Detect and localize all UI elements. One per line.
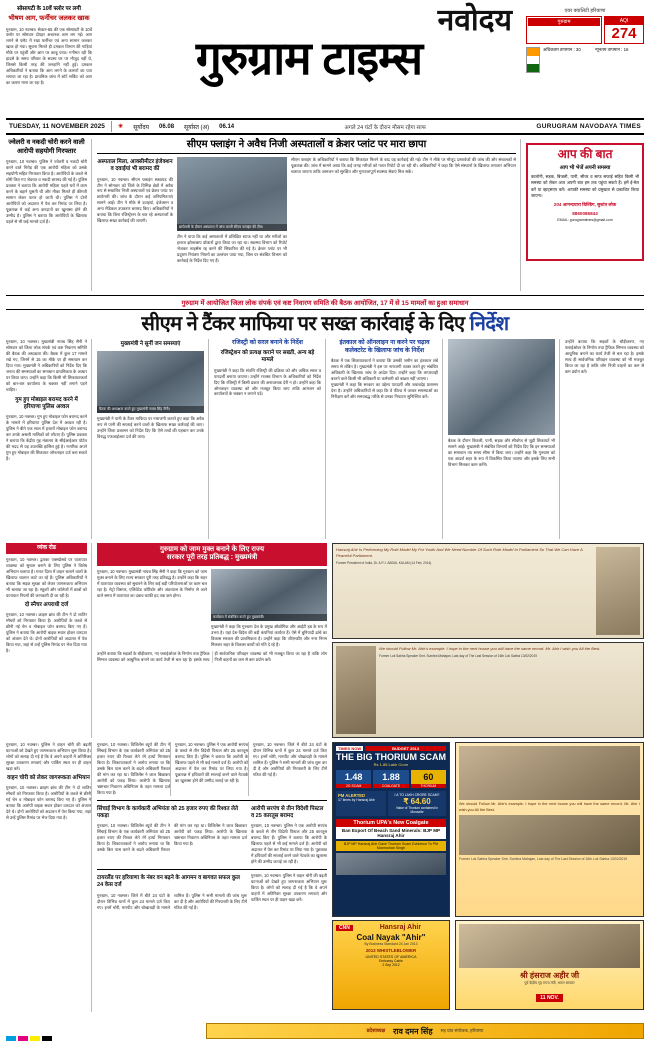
cm-col3-subhead: रजिस्ट्रेशन को प्रत्यक्ष कराने पर सख्ती, अन्य बड़े मामले: [220, 350, 315, 364]
ad-profile-role: पूर्व केंद्रीय गृह राज्य मंत्री, भारत सरकार: [524, 981, 575, 985]
top-left-body: गुरुग्राम, 10 नवम्बर। पुलिस ने ज्वेलरी व नकदी चोरी करने वाले गिरोह की एक आरोपी महिला को उसके सहयोगी सहित गिरफ्तार किया है। आरोपियों के कब्जे से चोरी किए गए जेवरात व नकदी बरामद की गई है। पुलिस प्रवक्ता ने बताया कि आरोपी महिला पहले घरों में काम करने के बहाने घुसती थी और मौका मिलते ही कीमती सामान लेकर फरार हो जाती थी। पुलिस ने दोनों आरोपियों को अदालत में पेश कर रिमांड पर लिया है। पूछताछ में कई अन्य वारदातों का खुलासा होने की उम्मीद है। पुलिस ने बताया कि आरोपियों के खिलाफ पहले से भी कई मामले दर्ज हैं।: [6, 159, 87, 224]
ad-hansraj-quote-2[interactable]: [332, 642, 644, 738]
left-rail-head-2: गुम हुए मोबाइल बरामद करने में हरियाणा पुलिस अव्वल: [15, 396, 78, 410]
cm-col-2: [97, 339, 209, 539]
pm-alert-title: PM ALERTED: [338, 793, 366, 799]
footer-kicker: प्रदेशाध्यक्ष: [366, 1028, 386, 1034]
sunrise-label: सूर्योदय: [133, 124, 150, 131]
date-bar: [6, 118, 644, 135]
bottom-left-head: वाहन चोरी को लेकर जागरूकता अभियान: [7, 774, 90, 781]
thorium-banner-1: Thorium UPA's New Coalgate: [336, 819, 446, 827]
color-swatch-magenta: [18, 1036, 28, 1041]
side-story-kicker: सोसायटी के 10वें फ्लोर पर लगी: [17, 6, 81, 12]
ad-coal-nayak[interactable]: [332, 920, 450, 1010]
cm-col-3: [214, 339, 326, 539]
coal-nayak-hindi: Hansraj Ahir: [379, 924, 422, 931]
cm-col5-body: बैठक के दौरान बिजली, पानी, सड़क और सीवरेज से जुड़ी शिकायतें भी सामने आईं। मुख्यमंत्री ने संबंधित विभागों को निर्देश दिए कि इन समस्याओं का समाधान तय समय सीमा में किया जाए। उन्होंने कहा कि गुरुग्राम को एक आदर्श शहर के रूप में विकसित किया जाएगा और इसके लिए सभी विभाग मिलकर काम करेंगे।: [448, 438, 555, 467]
aqi-value-box: [604, 16, 644, 44]
pm-alert-sub: 17 times by Hansraj Ahir: [338, 798, 375, 803]
masthead-title-block: [96, 4, 522, 82]
jam-left-body: गुरुग्राम, 10 नवम्बर। द्वारका एक्सप्रेसवे पर यातायात व्यवस्था को सुचारु बनाने के लिए पुलिस ने विशेष अभियान चलाया है। गलत दिशा में वाहन चलाने वालों के खिलाफ चालान काटे जा रहे हैं। पुलिस अधिकारियों ने बताया कि सड़क सुरक्षा को लेकर जागरूकता अभियान भी चलाया जा रहा है। स्कूलों और कॉलेजों में छात्रों को यातायात नियमों की जानकारी दी जा रही है।: [6, 557, 87, 598]
bottom-news-col-2: [175, 742, 249, 796]
cm-meeting-photo-caption: बैठक की अध्यक्षता करते हुए मुख्यमंत्री नायब सिंह सैनी।: [97, 406, 204, 413]
thorium-ad-photo: [336, 853, 446, 875]
badge-vyank-road: व्यंक रोड: [6, 543, 87, 554]
cm-left-lead: गुरुग्राम, 10 नवम्बर। मुख्यमंत्री नायब सिंह सैनी ने सोमवार को जिला लोक संपर्क एवं कष्ट निवारण समिति की बैठक की अध्यक्षता की। बैठक में कुल 17 मामले रखे गए, जिनमें से 15 का मौके पर ही समाधान कर दिया गया। मुख्यमंत्री ने अधिकारियों को निर्देश दिए कि जनता की समस्याओं का समाधान प्राथमिकता के आधार पर किया जाए। उन्होंने कहा कि किसी भी शिकायतकर्ता को बार-बार कार्यालय के चक्कर नहीं लगाने पड़ने चाहिए।: [6, 339, 87, 392]
jam-section: [6, 543, 644, 738]
aqi-value: 274: [611, 25, 637, 42]
bottom-news-col-3: [253, 742, 327, 796]
scam-label-1: 2G SCAM: [336, 784, 371, 788]
masthead-title: गुरुग्राम टाइम्स: [195, 32, 423, 84]
jam-col-1: [97, 569, 207, 648]
aapki-baat-text: कालोनी, सड़क, बिजली, पानी, सीवर व साफ सफाई सहित किसी भी समस्या को लेकर आप अपनी बात हम तक पहुंचा सकते हैं। हमें ई-मेल करें या व्हाट्सएप करें। आपकी समस्या को प्रमुखता से प्रकाशित किया जाएगा।: [531, 174, 639, 199]
ad-kalam-photo: [596, 547, 640, 635]
cm-col2-body: मुख्यमंत्री ने पानी के टैंकर माफिया पर नाराजगी जताते हुए कहा कि अवैध रूप से पानी की सप्लाई करने वालों के खिलाफ सख्त कार्रवाई की जाए। उन्होंने जिला प्रशासन को निर्देश दिए कि ऐसे तत्वों की पहचान कर उनके विरुद्ध एफआईआर दर्ज की जाए।: [97, 416, 204, 440]
aapki-baat-subtitle: आप भी भेजें अपनी समस्या: [559, 165, 611, 172]
bottom-news-body-4: गुरुग्राम, 10 नवम्बर। पुलिस ने वाहन चोरी की बढ़ती घटनाओं को देखते हुए जागरूकता अभियान शुरू किया है। लोगों को सलाह दी गई है कि वे अपने वाहनों में अतिरिक्त सुरक्षा उपकरण लगवाएं और पार्किंग स्थल पर ही वाहन खड़ा करें।: [251, 873, 327, 902]
cm-col4-head: इंतकाल को ऑनलाइन ना करने पर चढ़ाव कलेक्टरेट के खिलाफ जांच के निर्देश: [339, 339, 430, 355]
temp-max: अधिकतम तापमान : 30: [543, 47, 581, 52]
bottom-news-cols: [97, 742, 327, 1012]
ad-quote-text: Hansraj Ahir Is Performing My Role Model My For Youth And We Need Number Of Such Role Model In Parliament So That We Can Have A Peaceful Parliament.: [336, 547, 583, 558]
aapki-baat-email: EMAIL: gurugramtimes@gmail.com: [557, 218, 613, 223]
ad-stack: [332, 543, 644, 738]
color-swatch-black: [42, 1036, 52, 1041]
whistleblower-award: 2013 WHISTLEBLOWER: [365, 948, 417, 953]
aqi-region-label: एयर क्वालिटी हरियाणा: [564, 8, 606, 14]
flag-icon: [526, 47, 540, 73]
cm-meeting-photo: [97, 351, 204, 413]
thorium-ticker: Rs 1.86 Lakh Crore: [373, 762, 409, 768]
budget-label: BUDGET 2013: [365, 746, 446, 751]
cm-col2-head: मुख्यमंत्री ने सुनीं जन समस्याएं: [120, 341, 181, 347]
bottom-news-head-2: आरोपी सरपंच से तीन विदेशी पिस्टल व 25 कारतूस बरामद: [251, 805, 324, 819]
ad-speaker-photo: [336, 646, 376, 734]
aqi-city-label: गुरुग्राम: [528, 18, 600, 26]
ad-right-photo-2: [459, 815, 640, 855]
cm-col4-body: बैठक में एक शिकायतकर्ता ने बताया कि उसकी जमीन का इंतकाल लंबे समय से लंबित है। मुख्यमंत्री ने इस पर नाराजगी व्यक्त करते हुए संबंधित अधिकारी के खिलाफ जांच के आदेश दिए। उन्होंने कहा कि लापरवाही बरतने वाले किसी भी अधिकारी या कर्मचारी को बख्शा नहीं जाएगा।: [331, 358, 438, 382]
divider: [111, 121, 112, 132]
jam-left-body-2: गुरुग्राम, 10 नवम्बर। क्राइम ब्रांच की टीम ने दो शातिर स्नैचरों को गिरफ्तार किया है। आरोपियों के कब्जे से छीनी गई चेन व मोबाइल फोन बरामद किए गए हैं। पुलिस ने बताया कि आरोपी बाइक सवार होकर वारदात को अंजाम देते थे। दोनों आरोपियों को अदालत में पेश किया गया, जहां से उन्हें पुलिस रिमांड पर भेज दिया गया है।: [6, 612, 87, 654]
bottom-news-body-3: गुरुग्राम, 10 नवम्बर। जिले में बीते 24 घंटों के दौरान विभिन्न थानों में कुल 24 मामले दर्ज किए गए। इनमें चोरी, मारपीट और धोखाधड़ी के मामले शामिल हैं। पुलिस ने सभी मामलों की जांच शुरू कर दी है और आरोपियों की गिरफ्तारी के लिए टीमें गठित की गई हैं।: [97, 892, 247, 910]
cm-col4-body-2: मुख्यमंत्री ने कहा कि सरकार का उद्देश्य पारदर्शी और जवाबदेह प्रशासन देना है। उन्होंने अधिकारियों से कहा कि वे फील्ड में जाकर समस्याओं का निरीक्षण करें और समयबद्ध तरीके से उनका निपटारा सुनिश्चित करें।: [331, 382, 438, 399]
masthead-side-story: [6, 4, 92, 86]
bottom-news-item-2: [251, 804, 327, 865]
color-registration-bar: [6, 1036, 52, 1041]
footer-ad-strip[interactable]: [206, 1023, 644, 1039]
thorium-banner-2: Ban Export Of Beach Sand Minerals: BJP MP Hansraj Ahir: [336, 827, 446, 839]
masthead-weather-block: [526, 4, 644, 73]
ad-right-text: We should Follow Mr. Ahir's example. I hope in the next house you will have the same record. Mr. Ahir I wish you All the Best.: [459, 802, 640, 812]
jam-col-2: [211, 569, 327, 648]
issue-date: TUESDAY, 11 NOVEMBER 2025: [9, 123, 105, 130]
ad-hansraj-quote[interactable]: [332, 543, 644, 639]
jam-left-rail: [6, 543, 92, 738]
aapki-baat-phone: 8860086844: [572, 211, 598, 217]
ad-right-attrib: Former Lok Sabha Speaker Smt. Sumitra Mahajan, Last day of The Last Session of 16th Lok Sabha 13/02/2019: [459, 857, 628, 861]
top-center-col1: [97, 157, 173, 264]
jam-body-3: उन्होंने बताया कि सड़कों के चौड़ीकरण, नए फ्लाईओवर के निर्माण तथा ट्रैफिक सिग्नल व्यवस्था को आधुनिक बनाने का कार्य तेजी से चल रहा है। इसके साथ ही सार्वजनिक परिवहन व्यवस्था को भी मजबूत किया जा रहा है ताकि लोग निजी वाहनों का कम से कम प्रयोग करें।: [97, 650, 327, 662]
cm-main-grid: [6, 339, 644, 539]
aqi-city: [526, 16, 602, 44]
cm-col-6: [565, 339, 644, 539]
jam-left-head-2: दो स्नैचर अपराधी दर्ज: [24, 601, 69, 608]
bottom-news-head-3: टायरलैंड पर हरियाणा के नंबर वन बढ़ने के आगमन व बागवत सफल कुल 24 केस दर्ज: [97, 875, 240, 889]
ad-right-column[interactable]: [455, 742, 644, 1012]
bottom-news-body-2: गुरुग्राम, 10 नवम्बर। पुलिस ने एक आरोपी सरपंच के कब्जे से तीन विदेशी पिस्टल और 25 कारतूस बरामद किए हैं। पुलिस ने बताया कि आरोपी के खिलाफ पहले से भी कई मामले दर्ज हैं। आरोपी को अदालत में पेश कर रिमांड पर लिया गया है। पूछताछ में हथियारों की सप्लाई करने वाले नेटवर्क का खुलासा होने की उम्मीद जताई जा रही है।: [251, 823, 327, 865]
cm-mega-headline-part2: निर्देश: [469, 313, 509, 335]
scam-value-3: 60: [411, 770, 446, 784]
thorium-footer: BJP MP Hansraj Ahir Gave Thorium Scam Evidence To PM Manmohan Singh: [336, 841, 446, 851]
bottom-news-item-4: [251, 873, 327, 910]
top-left-headline: ज्वेलरी व नकदी चोरी करने वाली आरोपी सहयोगी गिरफ्तार: [8, 139, 85, 155]
top-center-body2: टीम ने पाया कि कई अस्पतालों में प्रशिक्षित स्टाफ नहीं था और मरीजों का इलाज झोलाछाप डॉक्टरों द्वारा किया जा रहा था। स्वास्थ्य विभाग को रिपोर्ट भेजकर लाइसेंस रद्द करने की सिफारिश की गई है। क्रेशर प्लांट पर भी प्रदूषण नियंत्रण नियमों का उल्लंघन पाया गया, जिस पर संबंधित विभाग को कार्रवाई के निर्देश दिए गए हैं।: [177, 234, 287, 263]
jam-main: [97, 543, 327, 738]
color-swatch-cyan: [6, 1036, 16, 1041]
color-swatch-yellow: [30, 1036, 40, 1041]
us-embassy-date: 2 Sep 2012: [382, 963, 400, 967]
sunrise-icon: ☀: [117, 124, 124, 130]
sunset-time: 06.14: [219, 123, 235, 130]
ad-quote-attrib: Former President of India, Dr. A.P.J. ABDUL KALAM (14 Feb, 2014): [336, 560, 432, 565]
bottom-left-body-2: गुरुग्राम, 10 नवम्बर। क्राइम ब्रांच की टीम ने दो शातिर स्नैचरों को गिरफ्तार किया है। आरोपियों के कब्जे से छीनी गई चेन व मोबाइल फोन बरामद किए गए हैं। पुलिस ने बताया कि आरोपी बाइक सवार होकर वारदात को अंजाम देते थे। दोनों आरोपियों को अदालत में पेश किया गया, जहां से उन्हें पुलिस रिमांड पर भेज दिया गया है।: [6, 785, 91, 820]
temp-min: न्यूनतम तापमान : 16: [595, 47, 629, 52]
us-embassy-cable: Embassy Cable: [379, 959, 403, 963]
cm-strip: [6, 295, 644, 310]
bottom-area: [6, 742, 644, 1012]
edition-name: GURUGRAM NAVODAYA TIMES: [536, 123, 641, 130]
bottom-news-body-0b: गुरुग्राम, 10 नवम्बर। पुलिस ने एक आरोपी सरपंच के कब्जे से तीन विदेशी पिस्टल और 25 कारतूस बरामद किए हैं। पुलिस ने बताया कि आरोपी के खिलाफ पहले से भी कई मामले दर्ज हैं। आरोपी को अदालत में पेश कर रिमांड पर लिया गया है। पूछताछ में हथियारों की सप्लाई करने वाले नेटवर्क का खुलासा होने की उम्मीद जताई जा रही है।: [175, 742, 248, 783]
masthead: [6, 4, 644, 116]
coal-nayak-byline: By Business Standard 24 Jan 2013: [364, 942, 418, 946]
bottom-left-body: गुरुग्राम, 10 नवम्बर। पुलिस ने वाहन चोरी की बढ़ती घटनाओं को देखते हुए जागरूकता अभियान शुरू किया है। लोगों को सलाह दी गई है कि वे अपने वाहनों में अतिरिक्त सुरक्षा उपकरण लगवाएं और पार्किंग स्थल पर ही वाहन खड़ा करें।: [6, 742, 91, 771]
jam-body-1: गुरुग्राम, 10 नवम्बर। मुख्यमंत्री नायब सिंह सैनी ने कहा कि गुरुग्राम को जाम मुक्त बनाने के लिए राज्य सरकार पूरी तरह प्रतिबद्ध है। उन्होंने कहा कि शहर में यातायात व्यवस्था को सुधारने के लिए कई बड़ी परियोजनाओं पर काम चल रहा है। मेट्रो विस्तार, एलिवेटेड कॉरिडोर और अंडरपास के निर्माण से आने वाले समय में यातायात का दबाव काफी हद तक कम होगा।: [97, 568, 207, 598]
jam-redbar-line2: सरकार पूरी तरह प्रतिबद्ध : मुख्यमंत्री: [166, 554, 258, 562]
top-center-headline: सीएम फ्लाइंग ने अवैध निजी अस्पतालों व क्रेशर प्लांट पर मारा छापा: [97, 139, 516, 154]
jam-redbar: [97, 543, 327, 566]
bottom-news-item-1: [97, 804, 247, 865]
top-center-photo-col: [177, 157, 287, 264]
weather-forecast-text: अगले 24 घंटों के दौरान मौसम रहेगा साफ: [344, 124, 426, 131]
top-center-body1: गुरुग्राम, 10 नवम्बर। सीएम फ्लाइंग स्क्वायड की टीम ने सोमवार को जिले के विभिन्न क्षेत्रों में अवैध रूप से संचालित निजी अस्पतालों एवं क्रेशर प्लांट पर छापेमारी की। जांच के दौरान कई अनियमितताएं सामने आईं। टीम ने मौके से दवाइयां, इंजेक्शन व अन्य मेडिकल उपकरण बरामद किए। अधिकारियों ने बताया कि बिना रजिस्ट्रेशन के चल रहे अस्पतालों के खिलाफ सख्त कार्रवाई की जाएगी।: [97, 176, 173, 224]
aapki-baat-box: [526, 139, 644, 291]
ad-profile-photo: [459, 924, 640, 968]
top-center-subhead: अस्पताल मिला, आक्सीमीटर इंजेक्शन व दवाईयां भी बरामद कीं: [97, 159, 173, 173]
scam-value-1: 1.48: [336, 770, 371, 784]
thorium-amount: ₹ 64.60: [403, 797, 431, 807]
left-rail-body-2: गुरुग्राम, 10 नवम्बर। गुम हुए मोबाइल फोन बरामद करने के मामले में हरियाणा पुलिस देश में अव्वल रही है। पुलिस ने बीते एक साल में हजारों मोबाइल फोन बरामद कर उनके असली मालिकों को लौटाए हैं। पुलिस प्रवक्ता ने बताया कि केंद्रीय गृह मंत्रालय के सीईआईआर पोर्टल की मदद से यह उपलब्धि हासिल हुई है। नागरिक अपने गुम हुए मोबाइल की शिकायत ऑनलाइन दर्ज करा सकते हैं।: [6, 414, 87, 462]
aapki-baat-contact: 204 आनन्दधारा बिल्डिंग, सुशांत लोक: [553, 202, 617, 208]
cm-col3-body: मुख्यमंत्री ने कहा कि संपत्ति रजिस्ट्री की प्रक्रिया को और अधिक सरल व पारदर्शी बनाया जाएगा। उन्होंने राजस्व विभाग के अधिकारियों को निर्देश दिए कि रजिस्ट्री में किसी प्रकार की अनावश्यक देरी न हो। उन्होंने कहा कि ऑनलाइन व्यवस्था को और मजबूत किया जाए ताकि आमजन को कार्यालयों के चक्कर न लगाने पड़ें।: [214, 367, 321, 397]
thorium-scam-title: THE BIG THORIUM SCAM: [336, 752, 446, 762]
ad-quote2-text: We should Follow Mr. Ahir's example. I hope in the next house you will have the same record. Mr. Ahir I wish you All the Best.: [379, 646, 601, 651]
bottom-news-body-1: गुरुग्राम, 10 नवम्बर। विजिलेंस ब्यूरो की टीम ने सिंचाई विभाग के एक कार्यकारी अभियंता को 25 हजार रुपए की रिश्वत लेते रंगे हाथों गिरफ्तार किया है। शिकायतकर्ता ने आरोप लगाया था कि उसके बिल पास करने के बदले अधिकारी रिश्वत की मांग कर रहा था। विजिलेंस ने जाल बिछाकर आरोपी को पकड़ लिया। आरोपी के खिलाफ भ्रष्टाचार निवारण अधिनियम के तहत मामला दर्ज किया गया है।: [97, 823, 247, 853]
jam-photo-caption: कार्यक्रम में संबोधित करते हुए मुख्यमंत्री।: [211, 614, 327, 621]
left-rail-col: [6, 339, 92, 539]
bottom-news-body-0: गुरुग्राम, 10 नवम्बर। विजिलेंस ब्यूरो की टीम ने सिंचाई विभाग के एक कार्यकारी अभियंता को 25 हजार रुपए की रिश्वत लेते रंगे हाथों गिरफ्तार किया है। शिकायतकर्ता ने आरोप लगाया था कि उसके बिल पास करने के बदले अधिकारी रिश्वत की मांग कर रहा था। विजिलेंस ने जाल बिछाकर आरोपी को पकड़ लिया। आरोपी के खिलाफ भ्रष्टाचार निवारण अधिनियम के तहत मामला दर्ज किया गया है।: [97, 742, 170, 795]
ad-right-photo: [459, 746, 640, 800]
ad-hansraj-profile[interactable]: [455, 920, 644, 1010]
scam-label-3: THORIUM: [411, 784, 446, 788]
bottom-news-item-3: [97, 873, 247, 910]
side-story-headline: भीषण आग, फर्नीचर जलकर खाक: [8, 15, 90, 23]
top-center-col3: [291, 157, 516, 264]
ad-thorium[interactable]: [332, 742, 450, 1012]
cm-col-5: [448, 339, 560, 539]
bottom-news-lower: [97, 800, 327, 911]
thorium-question: I A TO LAKH CRORE SCAM?: [394, 793, 440, 798]
top-center-body3: सीएम फ्लाइंग के अधिकारियों ने बताया कि शिकायत मिलने के बाद यह कार्रवाई की गई। टीम ने मौके पर मौजूद दस्तावेजों की जांच की और संचालकों से पूछताछ की। जांच में सामने आया कि कई जगह मरीजों को गलत रिपोर्ट दी जा रही थी। अधिकारियों ने कहा कि ऐसे संस्थानों के खिलाफ लगातार अभियान चलाया जाएगा ताकि आमजन को सुरक्षित और गुणवत्तापूर्ण स्वास्थ्य सेवाएं मिल सकें।: [291, 157, 516, 174]
sunrise-time: 06.08: [159, 123, 175, 130]
cm-modi-photo: [448, 339, 555, 435]
side-story-body: गुरुग्राम, 10 नवम्बर। सेक्टर-65 की एक सोसायटी के 10वें फ्लोर पर सोमवार दोपहर अचानक आग लग गई। आग लगने से फ्लैट में रखा फर्नीचर एवं अन्य सामान जलकर खाक हो गया। सूचना मिलते ही दमकल विभाग की गाड़ियां मौके पर पहुंचीं और आग पर काबू पाया। गनीमत रही कि हादसे के समय परिवार के सदस्य घर पर मौजूद नहीं थे, जिससे किसी तरह की जनहानि नहीं हुई। दमकल अधिकारियों ने बताया कि आग लगने के कारणों का पता लगाया जा रहा है। प्राथमिक जांच में शॉर्ट सर्किट को आग का कारण माना जा रहा है।: [6, 26, 92, 85]
coal-nayak-title: Coal Nayak "Ahir": [356, 933, 426, 942]
top-left-story: [6, 139, 92, 291]
bottom-news-head-1: सिंचाई विभाग के कार्यकारी अभियंता को 25 हजार रुपए की रिश्वत लेते पकड़ा: [97, 805, 239, 819]
cm-col-4: [331, 339, 443, 539]
cm-mega-headline-part1: सीएम ने टैंकर माफिया पर सख्त कार्रवाई के दिए: [141, 313, 465, 335]
jam-body-2: मुख्यमंत्री ने कहा कि गुरुग्राम देश के प्रमुख औद्योगिक और आईटी हब के रूप में उभरा है। यहां देश-विदेश की बड़ी कंपनियां कार्यरत हैं। ऐसे में बुनियादी ढांचे का विकास सरकार की प्राथमिकता है। उन्होंने कहा कि जीएमडीए और नगर निगम मिलकर शहर के विकास कार्यों को गति दे रहे हैं।: [211, 623, 327, 647]
cm-mega-headline: [6, 313, 644, 336]
jam-photo: [211, 569, 327, 621]
cm-strip-text: गुरुग्राम में आयोजित जिला लोक संपर्क एवं कष्ट निवारण समिति की बैठक आयोजित, 17 में से 15 मामलों का हुआ समाधान: [181, 300, 469, 307]
us-embassy-label: UNITED STATES OF AMERICA: [365, 955, 417, 959]
bottom-news-body-0c: गुरुग्राम, 10 नवम्बर। जिले में बीते 24 घंटों के दौरान विभिन्न थानों में कुल 24 मामले दर्ज किए गए। इनमें चोरी, मारपीट और धोखाधड़ी के मामले शामिल हैं। पुलिस ने सभी मामलों की जांच शुरू कर दी है और आरोपियों की गिरफ्तारी के लिए टीमें गठित की गई हैं।: [253, 742, 327, 777]
times-now-logo: TIMES NOW: [338, 746, 362, 751]
ad-quote2-attrib: Former Lok Sabha Speaker Smt. Sumitra Mahajan, Last day of The Last Session of 16th Lok Sabha 13/02/2019: [379, 653, 537, 658]
aapki-baat-title: आप की बात: [557, 147, 613, 161]
raid-photo: [177, 157, 287, 231]
top-center-story: [97, 139, 521, 291]
footer-name: राव दमन सिंह: [393, 1026, 433, 1036]
bottom-left-rail: [6, 742, 92, 1012]
aqi-label: AQI: [605, 17, 643, 25]
scam-value-2: 1.88: [373, 770, 408, 784]
top-section: [6, 139, 644, 291]
masthead-subtitle: नवोदय: [437, 4, 512, 37]
ad-date-badge: 11 NOV.: [536, 994, 562, 1002]
thorium-amount-label: Value of Thorium contained in Monazite: [395, 806, 439, 815]
footer-role: सह प्रांत संयोजक, हरियाणा: [440, 1028, 484, 1033]
cnn-logo: CNN: [336, 925, 353, 931]
bottom-news-col-1: [97, 742, 171, 796]
scam-label-2: COALGATE: [373, 784, 408, 788]
jam-redbar-line1: गुरुग्राम को जाम मुक्त बनाने के लिए राज्य: [159, 546, 265, 553]
ad-profile-name: श्री हंसराज अहीर जी: [519, 971, 580, 980]
cm-col3-head: रजिस्ट्री को सरल बनाने के निर्देश: [232, 339, 303, 346]
raid-photo-caption: छापेमारी के दौरान अस्पताल में जांच करती सीएम फ्लाइंग की टीम।: [177, 224, 287, 231]
sunset-label: सूर्यास्त (अ): [184, 124, 210, 131]
cm-col6-body: उन्होंने बताया कि सड़कों के चौड़ीकरण, नए फ्लाईओवर के निर्माण तथा ट्रैफिक सिग्नल व्यवस्था को आधुनिक बनाने का कार्य तेजी से चल रहा है। इसके साथ ही सार्वजनिक परिवहन व्यवस्था को भी मजबूत किया जा रहा है ताकि लोग निजी वाहनों का कम से कम प्रयोग करें।: [565, 339, 644, 374]
